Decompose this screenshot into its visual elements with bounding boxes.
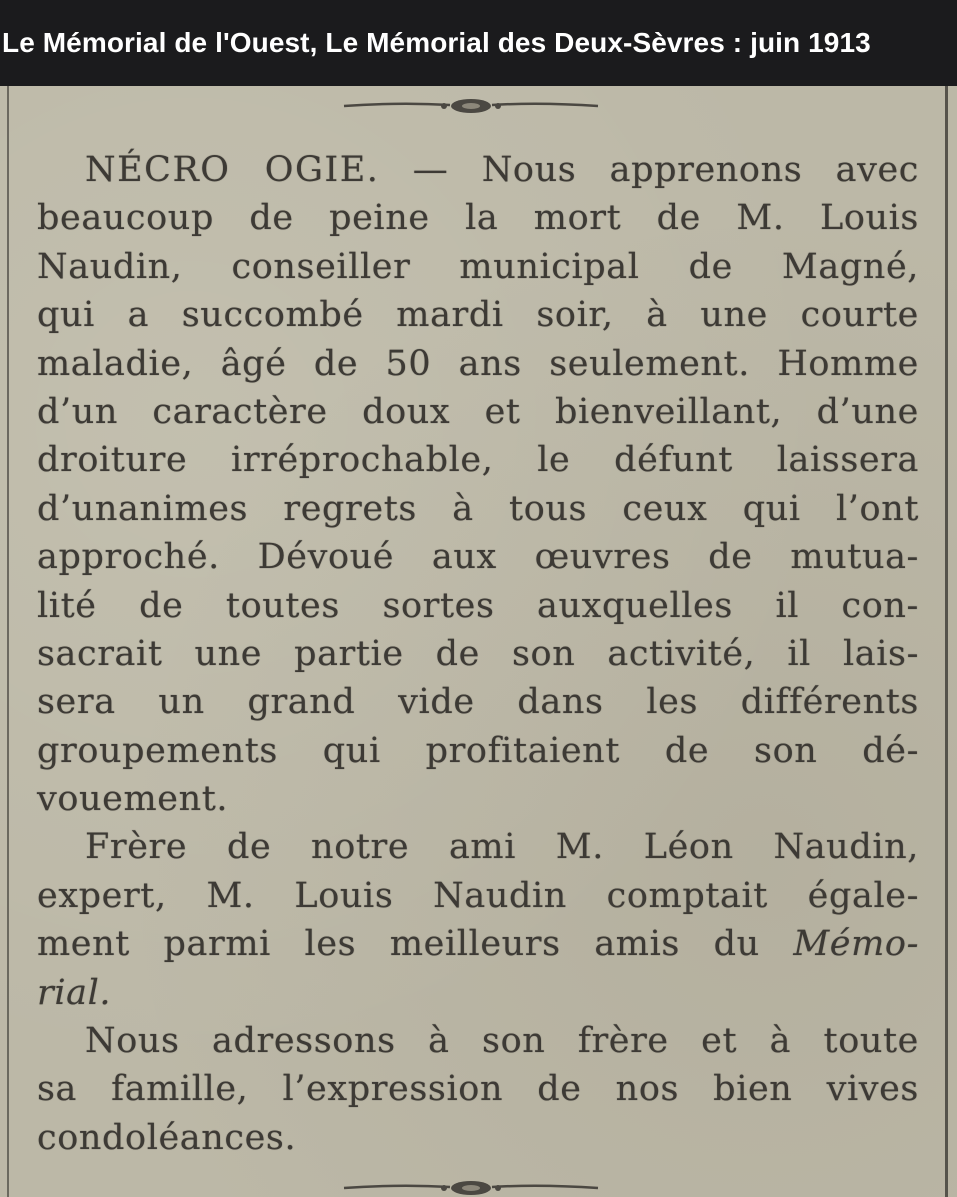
ornament-rule-icon	[340, 1178, 602, 1197]
column-rule-left	[7, 86, 9, 1197]
text-line: NÉCRO OGIE. — Nous apprenons avec	[85, 150, 919, 190]
section-heading: NÉCRO OGIE.	[85, 150, 380, 190]
column-rule-right	[945, 86, 948, 1197]
text-line: d’unanimes regrets à tous ceux qui l’ont	[37, 488, 919, 529]
text-line: sera un grand vide dans les différents	[37, 682, 919, 723]
text-line: beaucoup de peine la mort de M. Louis	[37, 198, 919, 239]
text-line: sa famille, l’expression de nos bien vives	[37, 1069, 919, 1110]
newspaper-clipping	[0, 86, 957, 1197]
text-line: sacrait une partie de son activité, il lais-	[37, 633, 919, 674]
text-line: expert, M. Louis Naudin comptait égale-	[37, 875, 919, 916]
text-line: ment parmi les meilleurs amis du Mémo-	[37, 924, 919, 965]
text-line: vouement.	[37, 779, 229, 820]
text-line: Naudin, conseiller municipal de Magné,	[37, 246, 919, 287]
text-line: qui a succombé mardi soir, à une courte	[37, 295, 919, 336]
window-title-bar	[0, 0, 957, 86]
text-line: droiture irréprochable, le défunt laissera	[37, 440, 919, 481]
ornament-rule-icon	[340, 96, 602, 116]
text-line: rial.	[37, 972, 112, 1013]
window-title: Le Mémorial de l'Ouest, Le Mémorial des Deux-Sèvres : juin 1913	[2, 27, 871, 58]
text-line: d’un caractère doux et bienveillant, d’une	[37, 391, 919, 432]
text-line: condoléances.	[37, 1117, 297, 1158]
obituary-article	[37, 146, 919, 1162]
text-line: approché. Dévoué aux œuvres de mutua-	[37, 537, 919, 578]
text-line: lité de toutes sortes auxquelles il con-	[37, 585, 919, 626]
text-line: maladie, âgé de 50 ans seulement. Homme	[37, 343, 919, 384]
text-line: groupements qui profitaient de son dé-	[37, 730, 919, 771]
text-line: Nous adressons à son frère et à toute	[85, 1021, 919, 1062]
text-line: Frère de notre ami M. Léon Naudin,	[85, 827, 919, 868]
newspaper-name-italic: Mémo-	[793, 924, 919, 965]
